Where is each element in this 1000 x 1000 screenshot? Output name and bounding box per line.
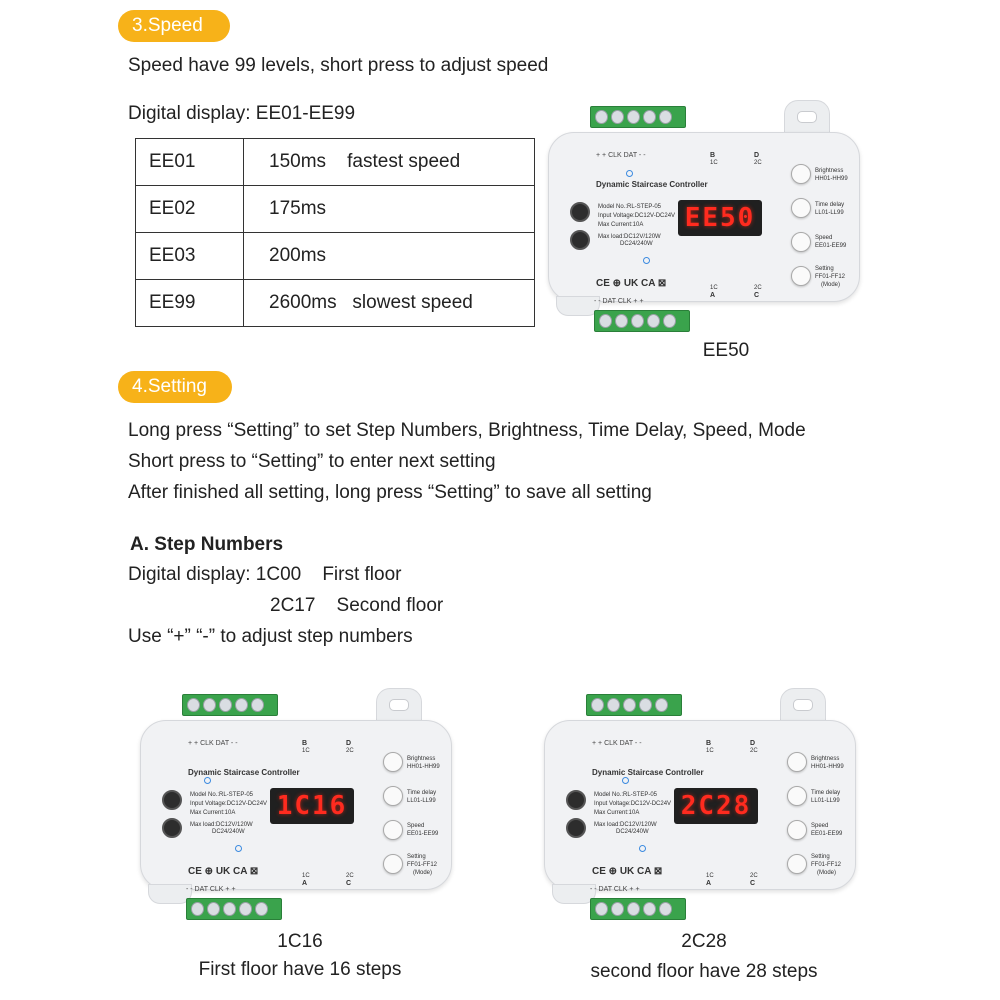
controller-device-1c16 (130, 688, 450, 928)
brightness-range: HH01-HH99 (811, 764, 844, 770)
time-delay-range: LL01-LL99 (815, 210, 844, 216)
status-led (204, 777, 211, 784)
brightness-label: Brightness (407, 756, 436, 762)
status-led (639, 845, 646, 852)
port-b-label: B (302, 740, 308, 747)
model-text: Model No.:RL-STEP-05 (598, 204, 662, 210)
top-terminal-labels: + + CLK DAT - - (188, 740, 238, 747)
port-a-sub: A (302, 880, 308, 887)
load-text-2: DC24/240W (212, 829, 245, 835)
port-c-sub: C (750, 880, 756, 887)
status-led (626, 170, 633, 177)
plus-knob[interactable] (566, 790, 586, 810)
speed-line-2: Digital display: EE01-EE99 (128, 103, 356, 124)
time-delay-button[interactable] (787, 786, 807, 806)
setting-button[interactable] (791, 266, 811, 286)
terminal-block-top (590, 106, 686, 128)
speed-range: EE01-EE99 (815, 243, 847, 249)
top-terminal-labels: + + CLK DAT - - (592, 740, 642, 747)
model-text: Model No.:RL-STEP-05 (594, 792, 658, 798)
caption-2c28-text: second floor have 28 steps (590, 961, 818, 982)
speed-label: Speed (407, 823, 425, 829)
status-led (235, 845, 242, 852)
speed-desc: 150ms fastest speed (244, 139, 535, 186)
setting-heading: 4.Setting (118, 371, 232, 403)
setting-extra: (Mode) (413, 870, 433, 876)
speed-desc: 200ms (244, 233, 535, 280)
port-d-sub: 2C (750, 748, 758, 754)
port-c-sub: C (346, 880, 352, 887)
speed-code: EE99 (136, 280, 244, 327)
port-b-sub: 1C (710, 160, 718, 166)
led-display: 1C16 (270, 788, 354, 824)
port-b-label: B (710, 152, 716, 159)
setting-label: Setting (815, 266, 834, 272)
port-d-label: D (754, 152, 760, 159)
port-a-sub: A (710, 292, 716, 299)
table-row (136, 139, 535, 186)
device-title: Dynamic Staircase Controller (596, 180, 708, 189)
time-delay-button[interactable] (383, 786, 403, 806)
speed-button[interactable] (383, 820, 403, 840)
port-a-label: 1C (706, 873, 714, 879)
bottom-terminal-labels: - - DAT CLK + + (186, 886, 236, 893)
status-led (622, 777, 629, 784)
port-b-sub: 1C (706, 748, 714, 754)
port-d-label: D (750, 740, 756, 747)
caption-ee50: EE50 (702, 340, 750, 361)
load-text-2: DC24/240W (616, 829, 649, 835)
bottom-terminal-labels: - - DAT CLK + + (594, 298, 644, 305)
cert-marks: CE ⊕ UK CA ⊠ (592, 866, 663, 877)
port-c-label: 2C (750, 873, 758, 879)
step-numbers-line-1: Digital display: 1C00 First floor (128, 564, 402, 585)
setting-button[interactable] (787, 854, 807, 874)
terminal-block-top (182, 694, 278, 716)
setting-line-2: Short press to “Setting” to enter next setting (128, 451, 496, 472)
port-b-label: B (706, 740, 712, 747)
setting-label: Setting (407, 854, 426, 860)
port-a-sub: A (706, 880, 712, 887)
caption-2c28-code: 2C28 (681, 931, 727, 952)
caption-1c16-code: 1C16 (277, 931, 323, 952)
terminal-block-top (586, 694, 682, 716)
speed-desc: 175ms (244, 186, 535, 233)
setting-line-1: Long press “Setting” to set Step Numbers, Brightness, Time Delay, Speed, Mode (128, 420, 806, 441)
port-d-sub: 2C (346, 748, 354, 754)
current-text: Max Current:10A (594, 810, 640, 816)
time-delay-label: Time delay (815, 202, 845, 208)
setting-extra: (Mode) (817, 870, 837, 876)
setting-label: Setting (811, 854, 830, 860)
port-d-sub: 2C (754, 160, 762, 166)
device-title: Dynamic Staircase Controller (592, 768, 704, 777)
led-display: 2C28 (674, 788, 758, 824)
load-text: Max load:DC12V/120W (594, 822, 657, 828)
input-text: Input Voltage:DC12V-DC24V (594, 801, 672, 807)
time-delay-button[interactable] (791, 198, 811, 218)
status-led (643, 257, 650, 264)
top-terminal-labels: + + CLK DAT - - (596, 152, 646, 159)
minus-knob[interactable] (570, 230, 590, 250)
time-delay-label: Time delay (811, 790, 841, 796)
speed-line-1: Speed have 99 levels, short press to adjust speed (128, 55, 549, 76)
speed-heading: 3.Speed (118, 10, 230, 42)
minus-knob[interactable] (566, 818, 586, 838)
step-numbers-line-3: Use “+” “-” to adjust step numbers (128, 626, 413, 647)
load-text: Max load:DC12V/120W (598, 234, 661, 240)
speed-range: EE01-EE99 (407, 831, 439, 837)
minus-knob[interactable] (162, 818, 182, 838)
time-delay-range: LL01-LL99 (407, 798, 436, 804)
terminal-block-bottom (590, 898, 686, 920)
led-display: EE50 (678, 200, 762, 236)
terminal-block-bottom (594, 310, 690, 332)
speed-code: EE01 (136, 139, 244, 186)
brightness-button[interactable] (787, 752, 807, 772)
brightness-label: Brightness (811, 756, 840, 762)
device-title: Dynamic Staircase Controller (188, 768, 300, 777)
plus-knob[interactable] (162, 790, 182, 810)
step-numbers-heading: A. Step Numbers (130, 534, 284, 555)
port-a-label: 1C (302, 873, 310, 879)
speed-code: EE03 (136, 233, 244, 280)
port-a-label: 1C (710, 285, 718, 291)
speed-label: Speed (815, 235, 833, 241)
speed-button[interactable] (791, 232, 811, 252)
brightness-range: HH01-HH99 (815, 176, 848, 182)
controller-device-ee50 (538, 100, 858, 340)
table-row (136, 280, 535, 327)
speed-range: EE01-EE99 (811, 831, 843, 837)
port-c-label: 2C (346, 873, 354, 879)
port-d-label: D (346, 740, 352, 747)
input-text: Input Voltage:DC12V-DC24V (598, 213, 676, 219)
load-text: Max load:DC12V/120W (190, 822, 253, 828)
table-row (136, 233, 535, 280)
model-text: Model No.:RL-STEP-05 (190, 792, 254, 798)
load-text-2: DC24/240W (620, 241, 653, 247)
time-delay-range: LL01-LL99 (811, 798, 840, 804)
setting-extra: (Mode) (821, 282, 841, 288)
cert-marks: CE ⊕ UK CA ⊠ (188, 866, 259, 877)
bottom-terminal-labels: - - DAT CLK + + (590, 886, 640, 893)
speed-desc: 2600ms slowest speed (244, 280, 535, 327)
setting-range: FF01-FF12 (407, 862, 438, 868)
port-b-sub: 1C (302, 748, 310, 754)
brightness-label: Brightness (815, 168, 844, 174)
terminal-block-bottom (186, 898, 282, 920)
speed-button[interactable] (787, 820, 807, 840)
setting-range: FF01-FF12 (811, 862, 842, 868)
controller-device-2c28 (534, 688, 854, 928)
brightness-button[interactable] (383, 752, 403, 772)
cert-marks: CE ⊕ UK CA ⊠ (596, 278, 667, 289)
plus-knob[interactable] (570, 202, 590, 222)
port-c-label: 2C (754, 285, 762, 291)
speed-code: EE02 (136, 186, 244, 233)
current-text: Max Current:10A (598, 222, 644, 228)
caption-1c16-text: First floor have 16 steps (198, 959, 402, 980)
setting-line-3: After finished all setting, long press “Setting” to save all setting (128, 482, 652, 503)
step-numbers-line-2: 2C17 Second floor (270, 595, 444, 616)
time-delay-label: Time delay (407, 790, 437, 796)
current-text: Max Current:10A (190, 810, 236, 816)
setting-range: FF01-FF12 (815, 274, 846, 280)
brightness-button[interactable] (791, 164, 811, 184)
brightness-range: HH01-HH99 (407, 764, 440, 770)
setting-button[interactable] (383, 854, 403, 874)
speed-label: Speed (811, 823, 829, 829)
port-c-sub: C (754, 292, 760, 299)
input-text: Input Voltage:DC12V-DC24V (190, 801, 268, 807)
table-row (136, 186, 535, 233)
speed-table (135, 138, 535, 327)
